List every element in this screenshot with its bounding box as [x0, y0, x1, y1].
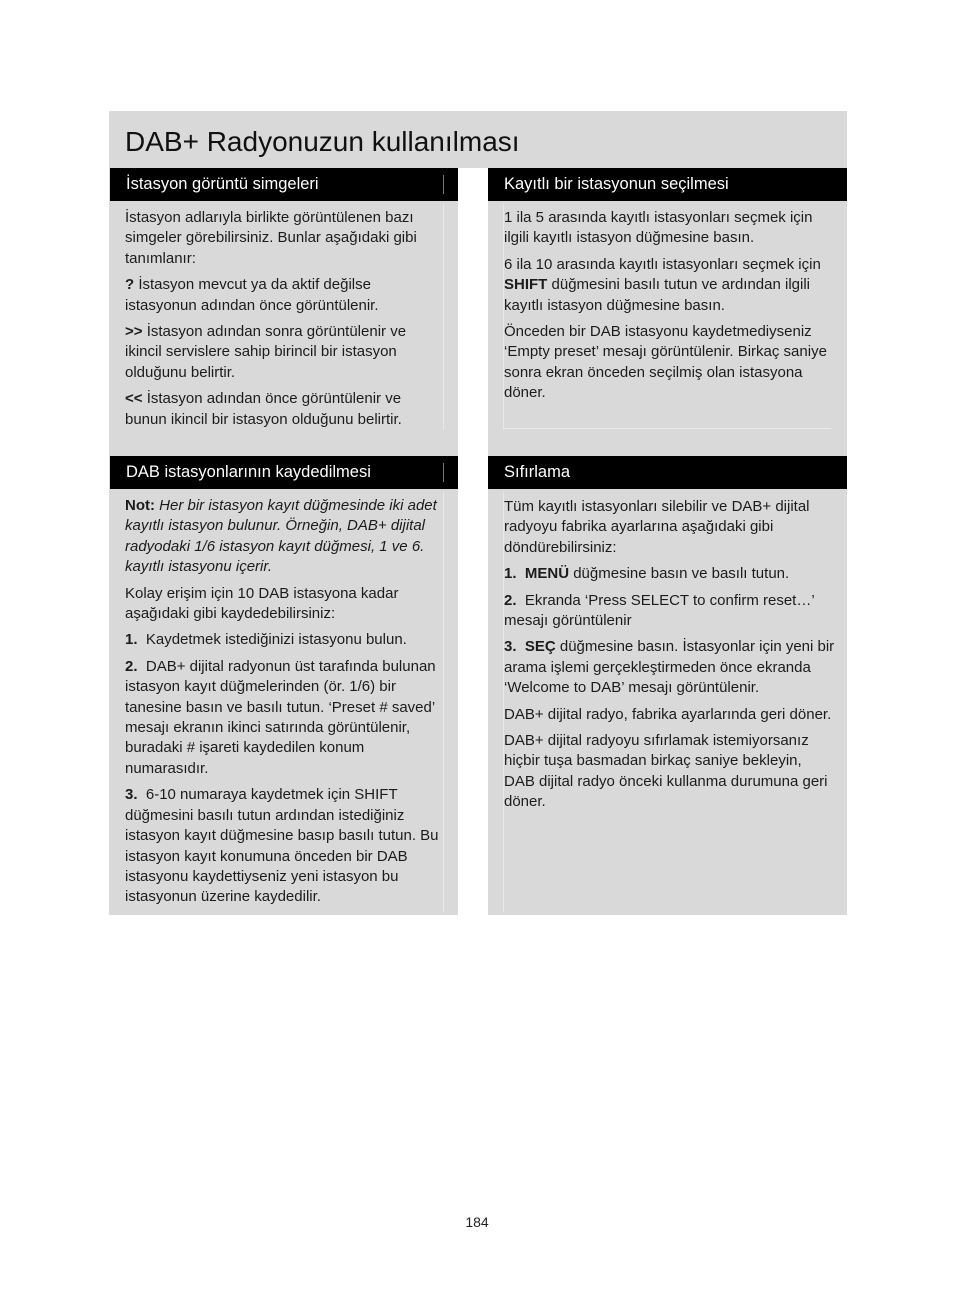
icon-description: İstasyon mevcut ya da aktif değilse istasyonun adından önce görüntülenir.: [125, 276, 379, 314]
step-text: 6-10 numaraya kaydetmek için SHIFT düğmesini basılı tutun ardından istediğiniz istasyon kayıt düğmesine basıp basılı tutun. Bu istasyon kayıt konumuna önceden bir DAB istasyonu kaydettiyseniz yeni istasyon bu istasyonun üzerine kaydedilir.: [125, 786, 439, 906]
step-text: Ekranda ‘Press SELECT to confirm reset…’ mesajı görüntülenir: [504, 591, 815, 630]
heading-divider: [443, 463, 444, 482]
step-number: 2.: [125, 657, 138, 675]
reset-paragraph-2: DAB+ dijital radyoyu sıfırlamak istemiyorsanız hiçbir tuşa basmadan birkaç saniye bekleyin, DAB dijital radyo önceki kullanma durumuna geri döner.: [504, 732, 828, 811]
note-text: Her bir istasyon kayıt düğmesinde iki adet kayıtlı istasyon bulunur. Örneğin, DAB+ dijital radyodaki 1/6 istasyon kayıt düğmesi, 1 ve 6. kayıtlı istasyonu içerir.: [125, 497, 437, 576]
icon-item: [125, 322, 445, 383]
section-body-reset: [504, 497, 836, 819]
reset-step: [504, 637, 836, 698]
button-name: SEÇ: [524, 638, 556, 656]
icon-item: [125, 275, 445, 316]
step-number: 3.: [125, 786, 138, 804]
button-name: MENÜ: [524, 565, 570, 583]
section-body-select: [504, 208, 836, 410]
reset-intro: Tüm kayıtlı istasyonları silebilir ve DAB+ dijital radyoyu fabrika ayarlarına aşağıdaki gibi döndürebilirsiniz:: [504, 498, 810, 556]
step-text: DAB+ dijital radyonun üst tarafında bulunan istasyon kayıt düğmelerinden (ör. 1/6) bir tanesine basın ve basılı tutun. ‘Preset # saved’ mesajı ekranın ikinci satırında görüntülenir, buradaki # işareti kaydedilen konum numarasıdır.: [125, 657, 436, 777]
step-number: 1.: [504, 565, 517, 583]
note-label: Not:: [125, 497, 155, 514]
reset-paragraph-1: DAB+ dijital radyo, fabrika ayarlarında geri döner.: [504, 705, 832, 723]
select-paragraph-3: Önceden bir DAB istasyonu kaydetmediyseniz ‘Empty preset’ mesajı görüntülenir. Birkaç saniye sonra ekran önceden seçilmiş olan istasyona döner.: [504, 323, 827, 402]
icon-symbol: >>: [125, 323, 143, 341]
step-text: Kaydetmek istediğinizi istasyonu bulun.: [145, 631, 407, 649]
save-step: [125, 630, 447, 650]
icons-intro: İstasyon adlarıyla birlikte görüntülenen bazı simgeler görebilirsiniz. Bunlar aşağıdaki gibi tanımlanır:: [125, 209, 417, 267]
select-paragraph-2: [504, 255, 836, 316]
heading-divider: [443, 175, 444, 194]
save-step: [125, 785, 447, 907]
reset-step: [504, 564, 836, 584]
section-heading-label: İstasyon görüntü simgeleri: [126, 175, 319, 193]
save-step: [125, 657, 447, 779]
step-number: 3.: [504, 638, 517, 656]
save-note: [125, 496, 447, 578]
icon-item: [125, 389, 445, 430]
select-paragraph-1: 1 ila 5 arasında kayıtlı istasyonları seçmek için ilgili kayıtlı istasyon düğmesine basın.: [504, 209, 813, 247]
page-title: DAB+ Radyonuzun kullanılması: [125, 126, 520, 157]
column-gutter: [458, 168, 488, 916]
reset-step: [504, 591, 836, 632]
step-number: 2.: [504, 591, 517, 609]
icon-symbol: <<: [125, 390, 143, 408]
section-heading-save: [110, 456, 458, 489]
text-run: düğmesini basılı tutun ve ardından ilgili kayıtlı istasyon düğmesine basın.: [504, 276, 810, 314]
page-number: 184: [465, 1214, 489, 1230]
section-heading-label: Sıfırlama: [504, 463, 571, 481]
shift-label: SHIFT: [504, 276, 548, 294]
section-heading-label: DAB istasyonlarının kaydedilmesi: [126, 463, 371, 481]
icon-symbol: ?: [125, 276, 135, 294]
bottom-rule: [503, 428, 831, 429]
section-heading-reset: [488, 456, 847, 489]
icon-description: İstasyon adından sonra görüntülenir ve ikincil servislere sahip birincil bir istasyon olduğunu belirtir.: [125, 323, 407, 381]
step-text: düğmesine basın ve basılı tutun.: [569, 565, 790, 583]
section-body-icons: [125, 208, 445, 436]
section-body-save: [125, 496, 447, 914]
step-number: 1.: [125, 631, 138, 649]
section-heading-select: [488, 168, 847, 201]
section-heading-label: Kayıtlı bir istasyonun seçilmesi: [504, 175, 729, 193]
text-run: 6 ila 10 arasında kayıtlı istasyonları seçmek için: [504, 255, 821, 273]
save-intro: Kolay erişim için 10 DAB istasyona kadar aşağıdaki gibi kaydedebilirsiniz:: [125, 584, 399, 623]
icon-description: İstasyon adından önce görüntülenir ve bunun ikincil bir istasyon olduğunu belirtir.: [125, 390, 402, 428]
section-heading-icons: [110, 168, 458, 201]
step-text: düğmesine basın. İstasyonlar için yeni bir arama işlemi gerçekleştirmeden önce ekranda ‘Welcome to DAB’ mesajı görüntülenir.: [504, 638, 835, 697]
